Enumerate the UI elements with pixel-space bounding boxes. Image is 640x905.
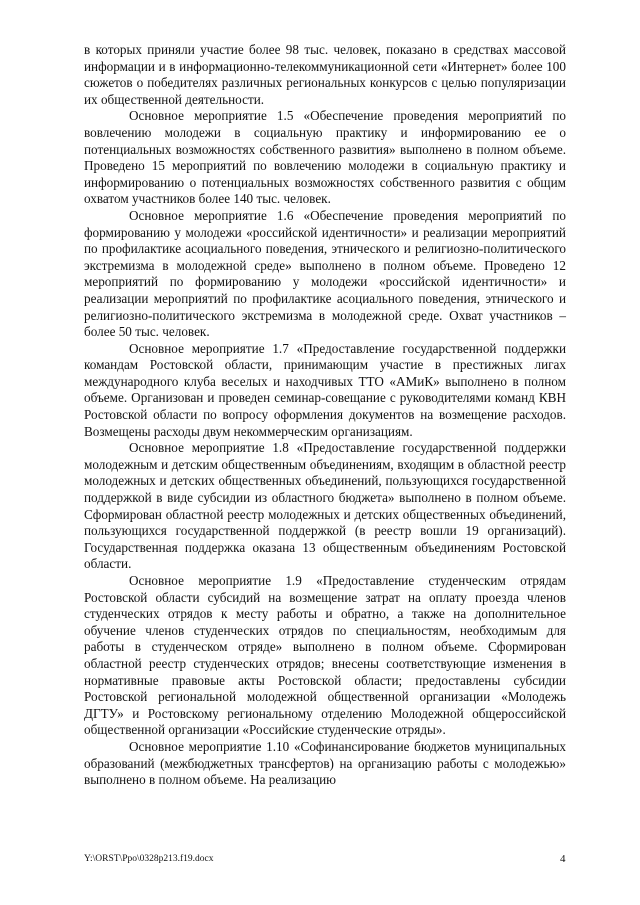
paragraph-measure-1-5: Основное мероприятие 1.5 «Обеспечение проведения мероприятий по вовлечению молодежи в социальную практику и информированию ее о потенциальных возможностях собственного развития» выполнено в полном объеме. Проведено 15 мероприятий по вовлечению молодежи в социальную практику и информированию о потенциальных возможностях собственного развития с общим охватом участников более 140 тыс. человек.: [84, 108, 566, 207]
footer-file-path: Y:\ORST\Ppo\0328p213.f19.docx: [84, 854, 214, 864]
paragraph-measure-1-9: Основное мероприятие 1.9 «Предоставление студенческим отрядам Ростовской области субсидий на возмещение затрат на оплату проезда членов студенческих отрядов к месту работы и обратно, а также на дополнительное обучение членов студенческих отрядов по специальностям, необходимым для работы в студенческом отряде» выполнено в полном объеме. Сформирован областной реестр студенческих отрядов; внесены соответствующие изменения в нормативные правовые акты Ростовской области; предоставлены субсидии Ростовской региональной молодежной общественной организации «Молодежь ДГТУ» и Ростовскому региональному отделению Молодежной общероссийской общественной организации «Российские студенческие отряды».: [84, 573, 566, 738]
paragraph-continuation: в которых приняли участие более 98 тыс. человек, показано в средствах массовой информации и в информационно-телекоммуникационной сети «Интернет» более 100 сюжетов о победителях различных региональных конкурсов с целью популяризации их общественной деятельности.: [84, 42, 566, 107]
paragraph-measure-1-7: Основное мероприятие 1.7 «Предоставление государственной поддержки командам Ростовской области, принимающим участие в престижных лигах международного клуба веселых и находчивых ТТО «АМиК» выполнено в полном объеме. Организован и проведен семинар-совещание с руководителями команд КВН Ростовской области по вопросу оформления документов на возмещение расходов. Возмещены расходы двум некоммерческим организациям.: [84, 340, 566, 439]
page-number: 4: [560, 853, 566, 865]
paragraph-measure-1-6: Основное мероприятие 1.6 «Обеспечение проведения мероприятий по формированию у молодежи «российской идентичности» и реализации мероприятий по профилактике асоциального поведения, этнического и религиозно-политического экстремизма в молодежной среде» выполнено в полном объеме. Проведено 12 мероприятий по формированию у молодежи «российской идентичности» и реализации мероприятий по профилактике асоциального поведения, этнического и религиозно-политического экстремизма в молодежной среде. Охват участников – более 50 тыс. человек.: [84, 207, 566, 340]
paragraph-measure-1-10: Основное мероприятие 1.10 «Софинансирование бюджетов муниципальных образований (межбюджетных трансфертов) на организацию работы с молодежью» выполнено в полном объеме. На реализацию: [84, 738, 566, 788]
document-body: [84, 42, 566, 789]
paragraph-measure-1-8: Основное мероприятие 1.8 «Предоставление государственной поддержки молодежным и детским общественным объединениям, входящим в областной реестр молодежных и детских общественных объединений, пользующихся государственной поддержкой в виде субсидии из областного бюджета» выполнено в полном объеме. Сформирован областной реестр молодежных и детских общественных объединений, пользующихся государственной поддержкой (в реестр вошли 19 организаций). Государственная поддержка оказана 13 общественным объединениям Ростовской области.: [84, 440, 566, 572]
